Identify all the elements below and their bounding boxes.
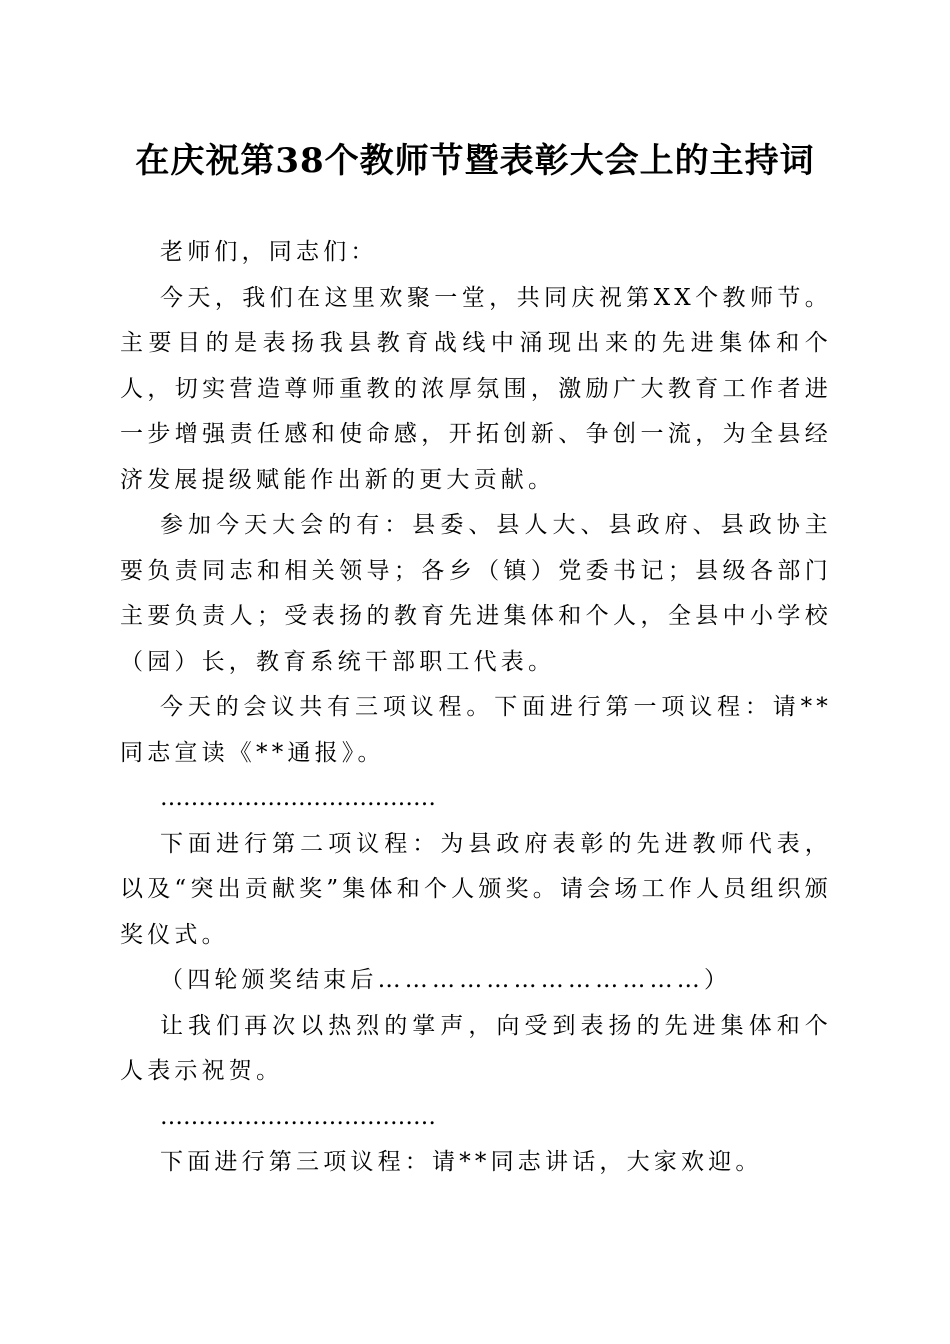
- paragraph-attendees: 参加今天大会的有：县委、县人大、县政府、县政协主要负责同志和相关领导；各乡（镇）党委书记；县级各部门主要负责人；受表扬的教育先进集体和个人，全县中小学校（园）长，教育系统干部职工代表。: [120, 512, 832, 675]
- document-body: [120, 230, 832, 1186]
- paragraph-purpose: 今天，我们在这里欢聚一堂，共同庆祝第XX个教师节。主要目的是表扬我县教育战线中涌现出来的先进集体和个人，切实营造尊师重教的浓厚氛围，激励广大教育工作者进一步增强责任感和使命感，开拓创新、争创一流，为全县经济发展提级赋能作出新的更大贡献。: [120, 284, 832, 493]
- document-title: 在庆祝第38个教师节暨表彰大会上的主持词: [135, 141, 815, 181]
- ellipsis-line: ………………………………: [160, 785, 436, 811]
- ellipsis-line: ………………………………: [160, 1103, 436, 1130]
- paragraph-agenda-one: 今天的会议共有三项议程。下面进行第一项议程：请**同志宣读《**通报》。: [120, 694, 832, 766]
- paragraph-award-note: （四轮颁奖结束后………………………………）: [160, 967, 732, 993]
- paragraph-greeting: 老师们，同志们：: [160, 239, 378, 265]
- paragraph-agenda-two: 下面进行第二项议程：为县政府表彰的先进教师代表，以及“突出贡献奖”集体和个人颁奖。请会场工作人员组织颁奖仪式。: [120, 830, 832, 948]
- paragraph-congratulations: 让我们再次以热烈的掌声，向受到表扬的先进集体和个人表示祝贺。: [120, 1012, 832, 1084]
- paragraph-agenda-three: 下面进行第三项议程：请**同志讲话，大家欢迎。: [160, 1149, 763, 1175]
